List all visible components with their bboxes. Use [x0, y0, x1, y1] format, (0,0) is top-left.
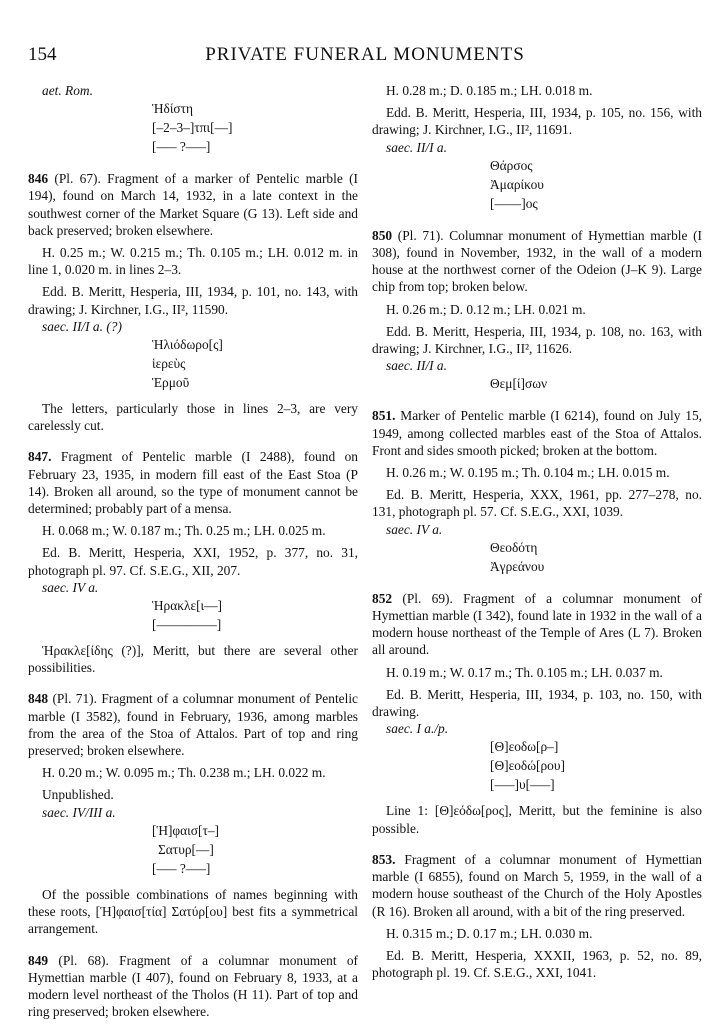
date-line: saec. II/I a. (?): [42, 318, 122, 334]
inscription: [372, 374, 702, 393]
inscription-line: [Θ]εοδω[ρ–]: [490, 739, 559, 755]
inscription-line: Θεμ[ί]σων: [490, 376, 548, 392]
inscription-line: [–––––––––]: [152, 617, 222, 633]
bibliography: Ed. B. Meritt, Hesperia, XXI, 1952, p. 377, no. 31, photograph pl. 97. Cf. S.E.G., XII, 207.: [28, 545, 358, 578]
entry-number: 847.: [28, 449, 52, 465]
inscription-line: [––––]ος: [490, 195, 538, 211]
entry-848: [28, 690, 358, 759]
entry-description: Marker of Pentelic marble (I 6214), found on July 15, 1949, among collected marbles east of the Stoa of Attalos. Front and sides smooth picked; broken at the bottom.: [372, 408, 702, 458]
entry-850: [372, 227, 702, 296]
measurements: H. 0.26 m.; D. 0.12 m.; LH. 0.021 m.: [386, 301, 586, 317]
inscription: [372, 538, 702, 576]
measurements: H. 0.315 m.; D. 0.17 m.; LH. 0.030 m.: [386, 925, 593, 941]
date-line: saec. IV a.: [386, 521, 443, 537]
entry-number: 849: [28, 952, 49, 968]
entry-number: 846: [28, 171, 49, 187]
running-title: PRIVATE FUNERAL MONUMENTS: [205, 44, 525, 65]
entry-description: Fragment of a columnar monument of Hymettian marble (I 6855), found on March 5, 1959, in the wall of a modern house southeast of the Church of the Holy Apostles (R 16). Broken all around, with a bit of the ring preserved.: [372, 851, 702, 919]
page-header: [28, 44, 702, 68]
entry-852: [372, 590, 702, 659]
measurements: H. 0.26 m.; W. 0.195 m.; Th. 0.104 m.; LH. 0.015 m.: [386, 465, 670, 481]
entry-849: [28, 952, 358, 1021]
commentary: Ἡρακλε[ίδης (?)], Meritt, but there are several other possibilities.: [28, 643, 358, 676]
inscription-line: ἱερεὺς: [152, 356, 186, 372]
inscription-line: Θεοδότη: [490, 539, 538, 555]
inscription-line: Ἡρακλε[ι––]: [152, 598, 222, 614]
entry-number: 850: [372, 227, 393, 243]
inscription-line: Ἡδίστη: [152, 101, 194, 117]
bibliography: Ed. B. Meritt, Hesperia, XXX, 1961, pp. 277–278, no. 131, photograph pl. 57. Cf. S.E.G., XXI, 1039.: [372, 487, 702, 520]
entry-number: 853.: [372, 851, 396, 867]
inscription-line: [–2–3–]τπι[––]: [152, 120, 233, 136]
measurements: H. 0.25 m.; W. 0.215 m.; Th. 0.105 m.; LH. 0.012 m. in line 1, 0.020 m. in lines 2–3.: [28, 245, 358, 278]
inscription: [28, 99, 358, 156]
measurements: H. 0.20 m.; W. 0.095 m.; Th. 0.238 m.; LH. 0.022 m.: [42, 765, 326, 781]
right-column: [372, 82, 702, 981]
entry-851: [372, 407, 702, 459]
bibliography: Edd. B. Meritt, Hesperia, III, 1934, p. 105, no. 156, with drawing; J. Kirchner, I.G., II², 11691.: [372, 105, 702, 138]
measurements: H. 0.28 m.; D. 0.185 m.; LH. 0.018 m.: [386, 83, 593, 98]
bibliography: Ed. B. Meritt, Hesperia, XXXII, 1963, p. 52, no. 89, photograph pl. 19. Cf. S.E.G., XXI, 1041.: [372, 947, 702, 981]
measurements: H. 0.068 m.; W. 0.187 m.; Th. 0.25 m.; LH. 0.025 m.: [42, 523, 326, 539]
entry-number: 852: [372, 590, 393, 606]
entry-number: 848: [28, 691, 49, 707]
left-column: [28, 82, 358, 1020]
date-line: saec. IV/III a.: [42, 804, 116, 820]
measurements: H. 0.19 m.; W. 0.17 m.; Th. 0.105 m.; LH. 0.037 m.: [386, 664, 663, 680]
date-line: saec. II/I a.: [386, 139, 447, 155]
inscription-line: [Ἡ]φαισ[τ–]: [152, 822, 219, 838]
inscription-line: Σατυρ[––]: [158, 841, 214, 857]
inscription-line: [––– ?–––]: [152, 139, 211, 155]
bibliography: Unpublished.: [42, 787, 114, 803]
entry-description: (Pl. 71). Fragment of a columnar monument of Pentelic marble (I 3582), found in February, 1936, among marbles from the area of the Stoa of Attalos. Part of top and ring preserved; broken elsewhere.: [28, 691, 358, 759]
entry-number: 851.: [372, 408, 396, 424]
bibliography: Ed. B. Meritt, Hesperia, III, 1934, p. 103, no. 150, with drawing.: [372, 686, 702, 720]
entry-853: [372, 851, 702, 920]
entry-847: [28, 448, 358, 517]
entry-description: Fragment of Pentelic marble (I 2488), found on February 23, 1935, in modern fill east of the East Stoa (P 14). Broken all around, so the type of monument cannot be determined; probably part of a mensa.: [28, 449, 358, 517]
inscription-line: [–––]υ[–––]: [490, 777, 555, 793]
inscription-line: [––– ?–––]: [152, 860, 211, 876]
inscription-line: Ἀγρεάνου: [490, 558, 545, 574]
inscription: [28, 335, 358, 392]
bibliography: Edd. B. Meritt, Hesperia, III, 1934, p. 108, no. 163, with drawing; J. Kirchner, I.G., II², 11626.: [372, 323, 702, 357]
date-line: aet. Rom.: [42, 83, 93, 98]
page-number: 154: [28, 44, 57, 65]
entry-description: (Pl. 71). Columnar monument of Hymettian marble (I 308), found in November, 1932, in the wall of a modern house at the northwest corner of the Odeion (J–K 9). Large chip from top; broken below.: [372, 227, 702, 295]
date-line: saec. I a./p.: [386, 721, 449, 737]
entry-description: (Pl. 69). Fragment of a columnar monument of Hymettian marble (I 342), found late in 1932 in the wall of a modern house northeast of the Temple of Ares (L 7). Broken all around.: [372, 590, 702, 658]
date-line: saec. IV a.: [42, 579, 99, 595]
entry-description: (Pl. 68). Fragment of a columnar monument of Hymettian marble (I 407), found on February 8, 1933, at a modern level northeast of the Tholos (H 11). Part of top and ring preserved; broken elsewhere.: [28, 952, 358, 1020]
entry-description: (Pl. 67). Fragment of a marker of Pentelic marble (I 194), found on March 14, 1932, in a late context in the southwest corner of the Market Square (G 13). Left side and back preserved; broken elsewhere.: [28, 171, 358, 238]
commentary: Line 1: [Θ]εόδω[ρος], Meritt, but the feminine is also possible.: [372, 803, 702, 836]
inscription: [372, 737, 702, 794]
inscription: [28, 821, 358, 878]
inscription-line: [Θ]εοδώ[ρου]: [490, 758, 565, 774]
commentary: Of the possible combinations of names beginning with these roots, [Ἡ]φαισ[τία] Σατύρ[ου] best fits a symmetrical arrangement.: [28, 886, 358, 937]
inscription-line: Ἡλιόδωρο[ς]: [152, 337, 223, 353]
entry-846: [28, 170, 358, 239]
inscription-line: Ἑρμοῦ: [152, 375, 190, 391]
date-line: saec. II/I a.: [386, 358, 447, 374]
inscription-line: Θάρσος: [490, 157, 533, 173]
bibliography: Edd. B. Meritt, Hesperia, III, 1934, p. 101, no. 143, with drawing; J. Kirchner, I.G., II², 11590.: [28, 284, 358, 317]
inscription: [28, 596, 358, 634]
inscription-line: Ἀμαρίκου: [490, 176, 544, 192]
inscription: [372, 156, 702, 213]
commentary: The letters, particularly those in lines 2–3, are very carelessly cut.: [28, 401, 358, 434]
